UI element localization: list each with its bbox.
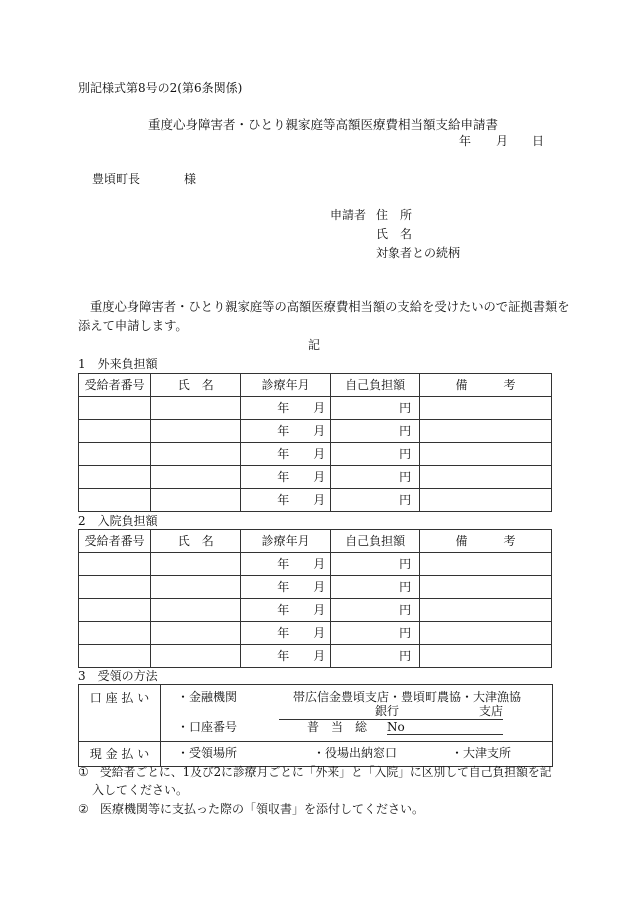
name-cell[interactable] [151, 489, 241, 512]
institution-label: ・金融機関 [177, 690, 238, 704]
inpatient-table [78, 529, 552, 668]
account-details [161, 685, 553, 742]
recipient-no-cell[interactable] [79, 397, 151, 420]
name-cell[interactable] [151, 443, 241, 466]
remarks-cell[interactable] [420, 443, 552, 466]
table-row [79, 622, 552, 645]
table-row [79, 553, 552, 576]
form-title: 重度心身障害者・ひとり親家庭等高額医療費相当額支給申請書 [148, 117, 499, 132]
receipt-place-branch[interactable]: ・大津支所 [451, 746, 512, 760]
name-cell[interactable] [151, 553, 241, 576]
copay-cell[interactable]: 円 [331, 622, 420, 645]
table-row [79, 599, 552, 622]
recipient-no-cell[interactable] [79, 645, 151, 668]
table-header-row [79, 374, 552, 397]
note1-line1: 受給者ごとに、1及び2に診療月ごとに「外来」と「入院」に区別して自己負担額を記 [100, 765, 552, 779]
table-row [79, 443, 552, 466]
month-cell[interactable]: 年 月 [241, 443, 331, 466]
month-cell[interactable]: 年 月 [241, 622, 331, 645]
table-row [79, 576, 552, 599]
copay-cell[interactable]: 円 [331, 397, 420, 420]
col-recipient-no: 受給者番号 [79, 530, 151, 553]
recipient-no-cell[interactable] [79, 599, 151, 622]
col-name: 氏 名 [151, 374, 241, 397]
bank-label: 銀行 [375, 704, 400, 718]
table-header-row [79, 530, 552, 553]
name-cell[interactable] [151, 645, 241, 668]
col-remarks: 備 考 [420, 530, 552, 553]
body-line-2: 添えて申請します。 [78, 319, 188, 333]
name-cell[interactable] [151, 420, 241, 443]
applicant-label: 申請者 [330, 208, 367, 222]
remarks-cell[interactable] [420, 645, 552, 668]
note1-line2: 入してください。 [92, 783, 189, 797]
section2-title: 2 入院負担額 [78, 514, 158, 528]
section3-title: 3 受領の方法 [78, 669, 158, 683]
remarks-cell[interactable] [420, 420, 552, 443]
table-row [79, 645, 552, 668]
month-cell[interactable]: 年 月 [241, 466, 331, 489]
month-cell[interactable]: 年 月 [241, 599, 331, 622]
note2-text: 医療機関等に支払った際の「領収書」を添付してください。 [100, 802, 425, 816]
body-line-1: 重度心身障害者・ひとり親家庭等の高額医療費相当額の支給を受けたいので証拠書類を [90, 300, 570, 314]
note2-marker: ② [78, 802, 89, 816]
recipient-no-cell[interactable] [79, 420, 151, 443]
copay-cell[interactable]: 円 [331, 489, 420, 512]
note1-marker: ① [78, 765, 89, 779]
remarks-cell[interactable] [420, 466, 552, 489]
name-cell[interactable] [151, 466, 241, 489]
remarks-cell[interactable] [420, 489, 552, 512]
account-no-prefix: No [387, 720, 405, 734]
receipt-place-label: ・受領場所 [177, 746, 238, 760]
month-cell[interactable]: 年 月 [241, 489, 331, 512]
remarks-cell[interactable] [420, 576, 552, 599]
institution-value: 帯広信金豊頃支店・豊頃町農協・大津漁協 [293, 690, 522, 704]
copay-cell[interactable]: 円 [331, 466, 420, 489]
cash-row [79, 742, 553, 767]
remarks-cell[interactable] [420, 397, 552, 420]
name-cell[interactable] [151, 599, 241, 622]
copay-cell[interactable]: 円 [331, 576, 420, 599]
cash-details [161, 742, 553, 767]
name-cell[interactable] [151, 622, 241, 645]
account-row [79, 685, 553, 742]
col-month: 診療年月 [241, 530, 331, 553]
copay-cell[interactable]: 円 [331, 553, 420, 576]
recipient-no-cell[interactable] [79, 576, 151, 599]
remarks-cell[interactable] [420, 553, 552, 576]
month-cell[interactable]: 年 月 [241, 645, 331, 668]
outpatient-table [78, 373, 552, 512]
remarks-cell[interactable] [420, 599, 552, 622]
name-cell[interactable] [151, 397, 241, 420]
receipt-method-table [78, 684, 553, 767]
recipient-no-cell[interactable] [79, 489, 151, 512]
recipient-no-cell[interactable] [79, 622, 151, 645]
recipient-no-cell[interactable] [79, 443, 151, 466]
branch-label: 支店 [479, 704, 504, 718]
cash-label: 現 金 払 い [79, 742, 161, 767]
date-year: 年 [459, 134, 472, 148]
month-cell[interactable]: 年 月 [241, 397, 331, 420]
receipt-place-office[interactable]: ・役場出納窓口 [313, 746, 398, 760]
month-cell[interactable]: 年 月 [241, 553, 331, 576]
col-copay: 自己負担額 [331, 374, 420, 397]
col-copay: 自己負担額 [331, 530, 420, 553]
table-row [79, 420, 552, 443]
ki-label: 記 [308, 338, 321, 352]
copay-cell[interactable]: 円 [331, 443, 420, 466]
applicant-name-label: 氏 名 [376, 227, 413, 241]
col-recipient-no: 受給者番号 [79, 374, 151, 397]
month-cell[interactable]: 年 月 [241, 576, 331, 599]
addressee-honorific: 様 [184, 172, 197, 186]
month-cell[interactable]: 年 月 [241, 420, 331, 443]
account-no-label: ・口座番号 [177, 720, 238, 734]
col-name: 氏 名 [151, 530, 241, 553]
col-month: 診療年月 [241, 374, 331, 397]
date-day: 日 [532, 134, 545, 148]
applicant-address-label: 住 所 [376, 208, 413, 222]
table-row [79, 466, 552, 489]
section1-title: 1 外来負担額 [78, 357, 158, 371]
date-month: 月 [496, 134, 509, 148]
copay-cell[interactable]: 円 [331, 599, 420, 622]
applicant-relation-label: 対象者との続柄 [376, 246, 461, 260]
account-types[interactable]: 普 当 総 [307, 720, 368, 734]
recipient-no-cell[interactable] [79, 553, 151, 576]
account-label: 口 座 払 い [79, 685, 161, 742]
addressee-name: 豊頃町長 [92, 172, 141, 186]
remarks-cell[interactable] [420, 622, 552, 645]
recipient-no-cell[interactable] [79, 466, 151, 489]
account-no-underline[interactable] [387, 734, 503, 735]
form-number: 別記様式第8号の2(第6条関係) [78, 81, 243, 95]
name-cell[interactable] [151, 576, 241, 599]
table-row [79, 489, 552, 512]
copay-cell[interactable]: 円 [331, 420, 420, 443]
col-remarks: 備 考 [420, 374, 552, 397]
table-row [79, 397, 552, 420]
copay-cell[interactable]: 円 [331, 645, 420, 668]
